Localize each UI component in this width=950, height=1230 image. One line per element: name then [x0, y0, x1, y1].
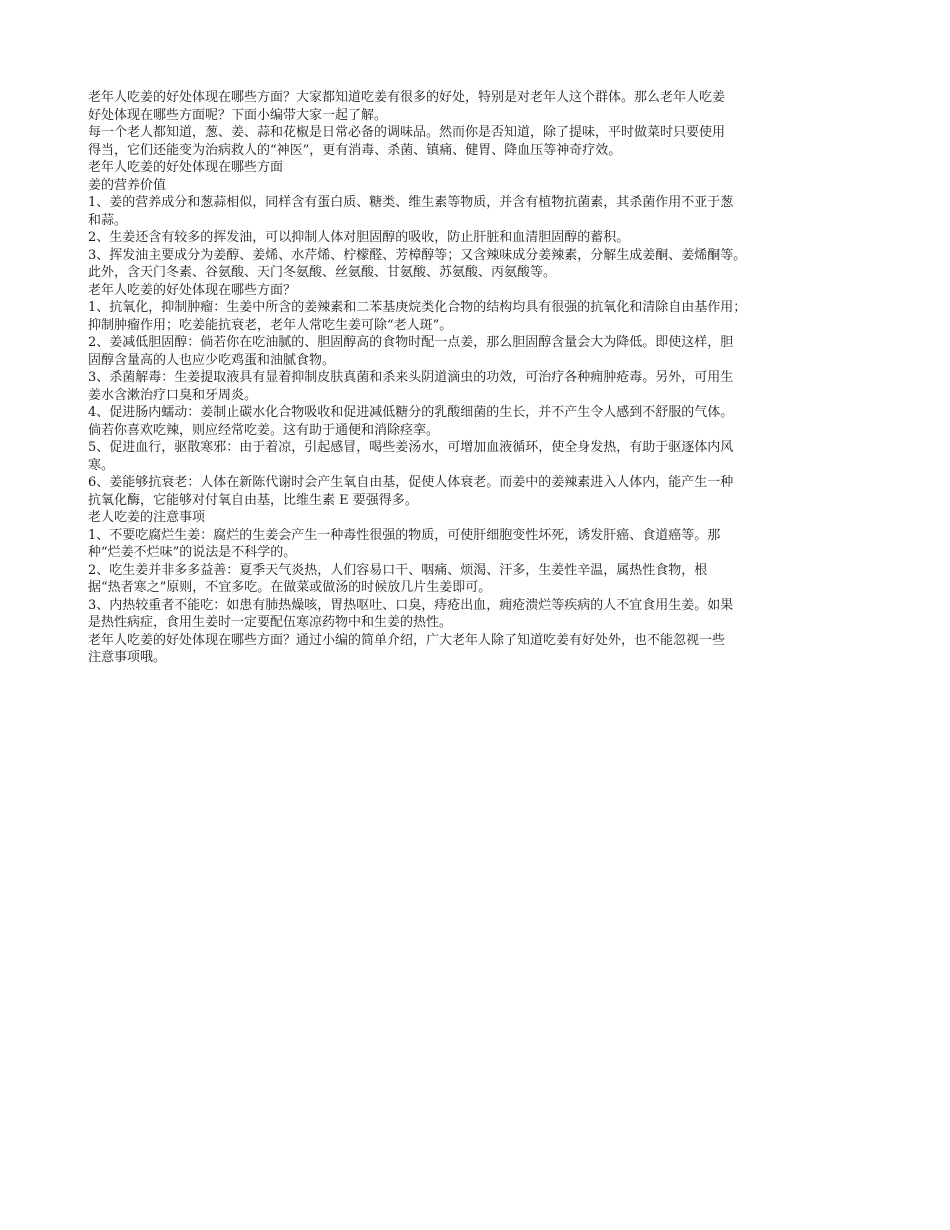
text-line: 6、姜能够抗衰老：人体在新陈代谢时会产生氧自由基，促使人体衰老。而姜中的姜辣素进入人体内，能产生一种: [88, 475, 734, 490]
paragraph: [88, 562, 872, 597]
text-line: 3、杀菌解毒：生姜提取液具有显着抑制皮肤真菌和杀来头阴道滴虫的功效，可治疗各种痈肿疮毒。另外，可用生: [88, 370, 734, 385]
text-line: 得当，它们还能变为治病救人的“神医”，更有消毒、杀菌、镇痛、健胃、降血压等神奇疗效。: [88, 142, 622, 158]
text-line: 据“热者寒之”原则，不宜多吃。在做菜或做汤的时候放几片生姜即可。: [88, 580, 492, 595]
paragraph: [88, 527, 872, 562]
text-line: 注意事项哦。: [88, 650, 167, 665]
text-line: 4、促进肠内蠕动：姜制止碳水化合物吸收和促进减低糖分的乳酸细菌的生长，并不产生令人感到不舒服的气体。: [88, 405, 734, 420]
text-line: 是热性病症，食用生姜时一定要配伍寒凉药物中和生姜的热性。: [88, 615, 453, 630]
text-line: 寒。: [88, 457, 115, 473]
document-body: [88, 89, 872, 667]
text-line: 2、吃生姜并非多多益善：夏季天气炎热，人们容易口干、咽痛、烦渴、汗多，生姜性辛温，属热性食物，根: [88, 562, 708, 578]
paragraph: [88, 474, 872, 509]
text-line: 抗氧化酶，它能够对付氧自由基，比维生素 E 要强得多。: [88, 492, 418, 508]
section-heading: [88, 177, 872, 195]
text-line: 2、姜减低胆固醇：倘若你在吃油腻的、胆固醇高的食物时配一点姜，那么胆固醇含量会大为降低。即使这样，胆: [88, 335, 734, 350]
text-line: 种“烂姜不烂味”的说法是不科学的。: [88, 545, 297, 560]
paragraph: [88, 229, 872, 247]
text-line: 1、姜的营养成分和葱蒜相似，同样含有蛋白质、糖类、维生素等物质，并含有植物抗菌素，其杀菌作用不亚于葱: [88, 195, 734, 210]
section-heading: [88, 509, 872, 527]
paragraph: [88, 194, 872, 229]
text-line: 老年人吃姜的好处体现在哪些方面？: [88, 282, 297, 298]
text-line: 抑制肿瘤作用；吃姜能抗衰老，老年人常吃生姜可除“老人斑”。: [88, 317, 453, 333]
text-line: 老年人吃姜的好处体现在哪些方面？通过小编的简单介绍，广大老年人除了知道吃姜有好处外，也不能忽视一些: [88, 632, 726, 648]
paragraph: [88, 404, 872, 439]
section-heading: [88, 282, 872, 300]
paragraph: [88, 247, 872, 282]
text-line: 老人吃姜的注意事项: [88, 510, 206, 525]
text-line: 2、生姜还含有较多的挥发油，可以抑制人体对胆固醇的吸收，防止肝脏和血清胆固醇的蓄积。: [88, 230, 630, 245]
text-line: 老年人吃姜的好处体现在哪些方面: [88, 160, 284, 175]
paragraph: [88, 89, 872, 124]
text-line: 倘若你喜欢吃辣，则应经常吃姜。这有助于通便和消除痉挛。: [88, 422, 440, 438]
text-line: 固醇含量高的人也应少吃鸡蛋和油腻食物。: [88, 352, 336, 368]
paragraph: [88, 369, 872, 404]
paragraph: [88, 124, 872, 159]
text-line: 此外，含天门冬素、谷氨酸、天门冬氨酸、丝氨酸、甘氨酸、苏氨酸、丙氨酸等。: [88, 265, 557, 280]
paragraph: [88, 597, 872, 632]
text-line: 姜水含漱治疗口臭和牙周炎。: [88, 387, 258, 403]
paragraph: [88, 334, 872, 369]
text-line: 3、内热较重者不能吃：如患有肺热燥咳，胃热呕吐、口臭，痔疮出血，痈疮溃烂等疾病的人不宜食用生姜。如果: [88, 597, 734, 613]
paragraph: [88, 299, 872, 334]
text-line: 姜的营养价值: [88, 177, 167, 193]
text-line: 1、不要吃腐烂生姜：腐烂的生姜会产生一种毒性很强的物质，可使肝细胞变性坏死，诱发肝癌、食道癌等。那: [88, 527, 721, 543]
text-line: 老年人吃姜的好处体现在哪些方面？大家都知道吃姜有很多的好处，特别是对老年人这个群体。那么老年人吃姜: [88, 90, 726, 105]
text-line: 好处体现在哪些方面呢？下面小编带大家一起了解。: [88, 107, 388, 123]
text-line: 5、促进血行，驱散寒邪：由于着凉，引起感冒，喝些姜汤水，可增加血液循环，使全身发热，有助于驱逐体内风: [88, 440, 734, 455]
text-line: 和蒜。: [88, 212, 128, 228]
section-heading: [88, 159, 872, 177]
paragraph: [88, 632, 872, 667]
text-line: 1、抗氧化，抑制肿瘤：生姜中所含的姜辣素和二苯基庚烷类化合物的结构均具有很强的抗氧化和清除自由基作用；: [88, 300, 747, 315]
text-line: 3、挥发油主要成分为姜醇、姜烯、水芹烯、柠檬醛、芳樟醇等；又含辣味成分姜辣素，分解生成姜酮、姜烯酮等。: [88, 247, 747, 263]
text-line: 每一个老人都知道，葱、姜、蒜和花椒是日常必备的调味品。然而你是否知道，除了提味，平时做菜时只要使用: [88, 125, 726, 140]
paragraph: [88, 439, 872, 474]
